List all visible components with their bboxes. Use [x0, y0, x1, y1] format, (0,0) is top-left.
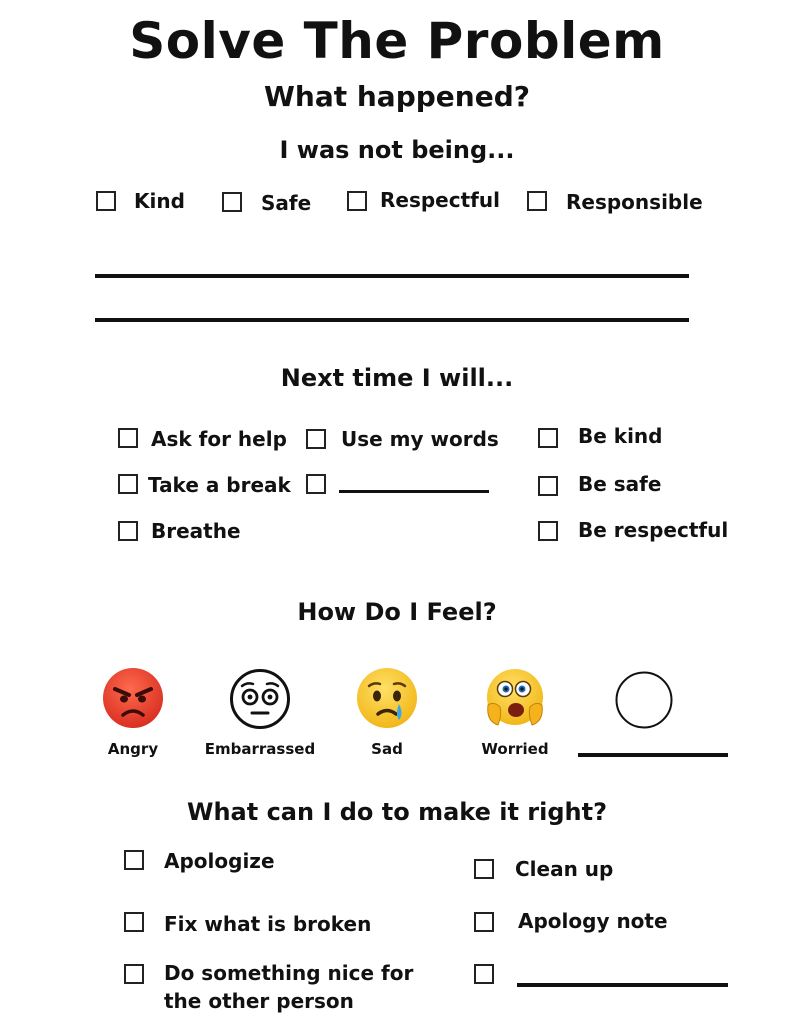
not-being-subheading: I was not being... — [279, 136, 515, 164]
worried-face-icon[interactable] — [482, 665, 548, 731]
page-title: Solve The Problem — [129, 12, 665, 70]
angry-label: Angry — [107, 740, 159, 758]
apology-note-checkbox[interactable] — [474, 912, 494, 932]
apologize-label: Apologize — [164, 849, 275, 873]
clean-up-label: Clean up — [515, 857, 614, 881]
custom-choice-checkbox[interactable] — [306, 474, 326, 494]
sad-crying-face-icon[interactable] — [355, 666, 419, 730]
writing-line-2[interactable] — [95, 318, 689, 322]
kind-checkbox[interactable] — [96, 191, 116, 211]
make-it-right-heading: What can I do to make it right? — [187, 798, 607, 826]
custom-feeling-line[interactable] — [578, 753, 728, 757]
ask-for-help-label: Ask for help — [151, 427, 287, 451]
breathe-label: Breathe — [151, 519, 241, 543]
safe-label: Safe — [261, 191, 312, 215]
respectful-label: Respectful — [380, 188, 500, 212]
fix-what-is-broken-label: Fix what is broken — [164, 912, 372, 936]
respectful-checkbox[interactable] — [347, 191, 367, 211]
be-safe-label: Be safe — [578, 472, 662, 496]
custom-action-checkbox[interactable] — [474, 964, 494, 984]
responsible-checkbox[interactable] — [527, 191, 547, 211]
sad-label: Sad — [371, 740, 403, 758]
blank-face-circle-icon[interactable] — [615, 671, 673, 729]
do-something-nice-label-line1: Do something nice for — [164, 961, 414, 985]
take-a-break-checkbox[interactable] — [118, 474, 138, 494]
apology-note-label: Apology note — [518, 909, 668, 933]
worried-label: Worried — [481, 740, 549, 758]
how-do-i-feel-heading: How Do I Feel? — [297, 598, 497, 626]
be-safe-checkbox[interactable] — [538, 476, 558, 496]
be-respectful-label: Be respectful — [578, 518, 729, 542]
apologize-checkbox[interactable] — [124, 850, 144, 870]
be-respectful-checkbox[interactable] — [538, 521, 558, 541]
clean-up-checkbox[interactable] — [474, 859, 494, 879]
fix-what-is-broken-checkbox[interactable] — [124, 912, 144, 932]
breathe-checkbox[interactable] — [118, 521, 138, 541]
next-time-heading: Next time I will... — [280, 364, 514, 392]
use-my-words-label: Use my words — [341, 427, 499, 451]
be-kind-label: Be kind — [578, 424, 663, 448]
use-my-words-checkbox[interactable] — [306, 429, 326, 449]
writing-line-1[interactable] — [95, 274, 689, 278]
responsible-label: Responsible — [566, 190, 703, 214]
ask-for-help-checkbox[interactable] — [118, 428, 138, 448]
safe-checkbox[interactable] — [222, 192, 242, 212]
angry-face-icon[interactable] — [102, 667, 164, 729]
custom-choice-line[interactable] — [339, 490, 489, 493]
be-kind-checkbox[interactable] — [538, 428, 558, 448]
kind-label: Kind — [134, 189, 185, 213]
custom-action-line[interactable] — [517, 983, 728, 987]
do-something-nice-label-line2: the other person — [164, 989, 354, 1013]
what-happened-heading: What happened? — [264, 80, 530, 113]
embarrassed-face-icon[interactable] — [229, 668, 291, 730]
take-a-break-label: Take a break — [148, 473, 291, 497]
do-something-nice-checkbox[interactable] — [124, 964, 144, 984]
embarrassed-label: Embarrassed — [204, 740, 316, 758]
